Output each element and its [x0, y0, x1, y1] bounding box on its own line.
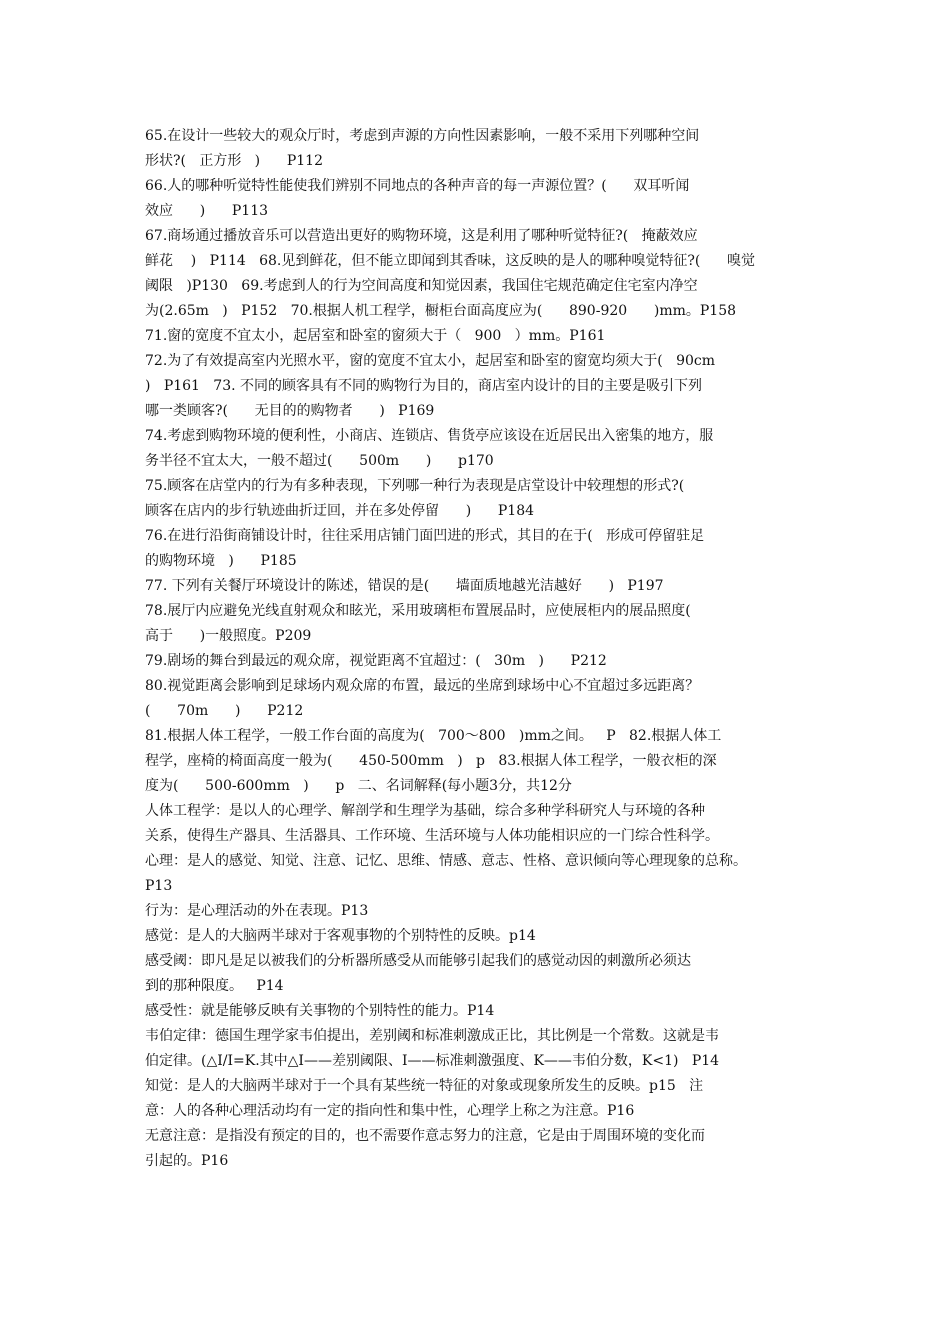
text-line: 阈限 )P130 69.考虑到人的行为空间高度和知觉因素，我国住宅规范确定住宅室内净空 — [145, 278, 698, 294]
text-line: ( 70m ) P212 — [145, 703, 304, 719]
text-line: 高于 )一般照度。P209 — [145, 628, 312, 644]
text-line: 80.视觉距离会影响到足球场内观众席的布置，最远的坐席到球场中心不宜超过多远距离？ — [145, 678, 700, 694]
text-line: 务半径不宜太大，一般不超过( 500m ) p170 — [145, 453, 494, 469]
text-line: 感受阈：即凡是足以被我们的分析器所感受从而能够引起我们的感觉动因的刺激所必须达 — [145, 953, 691, 969]
document-body — [145, 124, 825, 1174]
text-line: 感觉：是人的大脑两半球对于客观事物的个别特性的反映。p14 — [145, 928, 536, 944]
text-line: 程学，座椅的椅面高度一般为( 450-500mm ) p 83.根据人体工程学，一般衣柜的深 — [145, 753, 717, 769]
text-line: 度为( 500-600mm ) p 二、名词解释(每小题3分，共12分 — [145, 778, 572, 794]
text-line: 67.商场通过播放音乐可以营造出更好的购物环境，这是利用了哪种听觉特征?( 掩蔽效应 — [145, 228, 698, 244]
text-line: 顾客在店内的步行轨迹曲折迂回，并在多处停留 ) P184 — [145, 503, 535, 519]
text-line: 79.剧场的舞台到最远的观众席，视觉距离不宜超过：( 30m ) P212 — [145, 653, 607, 669]
text-line: 81.根据人体工程学，一般工作台面的高度为( 700～800 )mm之间。 P 82.根据人体工 — [145, 728, 722, 744]
text-line: 75.顾客在店堂内的行为有多种表现，下列哪一种行为表现是店堂设计中较理想的形式?( — [145, 478, 685, 494]
text-line: 77. 下列有关餐厅环境设计的陈述，错误的是( 墙面质地越光洁越好 ) P197 — [145, 578, 664, 594]
text-line: 知觉：是人的大脑两半球对于一个具有某些统一特征的对象或现象所发生的反映。p15 注 — [145, 1078, 704, 1094]
text-line: 行为：是心理活动的外在表现。P13 — [145, 903, 369, 919]
text-line: 的购物环境 ) P185 — [145, 553, 297, 569]
text-line: 意：人的各种心理活动均有一定的指向性和集中性，心理学上称之为注意。P16 — [145, 1103, 635, 1119]
text-line: 66.人的哪种听觉特性能使我们辨别不同地点的各种声音的每一声源位置？( 双耳听闻 — [145, 178, 690, 194]
text-line: 形状?( 正方形 ) P112 — [145, 153, 323, 169]
text-line: P13 — [145, 878, 173, 894]
text-line: 为(2.65m ) P152 70.根据人机工程学，橱柜台面高度应为( 890-920 )mm。P158 — [145, 303, 737, 319]
text-line: 72.为了有效提高室内光照水平，窗的宽度不宜太小，起居室和卧室的窗宽均须大于( 90cm — [145, 353, 716, 369]
text-line: 心理：是人的感觉、知觉、注意、记忆、思维、情感、意志、性格、意识倾向等心理现象的总称。 — [145, 853, 747, 869]
text-line: 到的那种限度。 P14 — [145, 978, 284, 994]
text-line: 人体工程学：是以人的心理学、解剖学和生理学为基础，综合多种学科研究人与环境的各种 — [145, 803, 705, 819]
text-line: 韦伯定律：德国生理学家韦伯提出，差别阈和标准刺激成正比，其比例是一个常数。这就是韦 — [145, 1028, 719, 1044]
text-line: 74.考虑到购物环境的便利性，小商店、连锁店、售货亭应该设在近居民出入密集的地方，服 — [145, 428, 714, 444]
text-line: 效应 ) P113 — [145, 203, 269, 219]
text-line: 无意注意：是指没有预定的目的，也不需要作意志努力的注意，它是由于周围环境的变化而 — [145, 1128, 705, 1144]
text-line: 65.在设计一些较大的观众厅时，考虑到声源的方向性因素影响，一般不采用下列哪种空间 — [145, 128, 700, 144]
text-line: 71.窗的宽度不宜太小，起居室和卧室的窗须大于（ 900 ）mm。P161 — [145, 328, 606, 344]
text-line: 伯定律。(△I/I=K.其中△I——差别阈限、I——标准刺激强度、K——韦伯分数，K<1) P14 — [145, 1053, 720, 1069]
text-line: 76.在进行沿街商铺设计时，往往采用店铺门面凹进的形式，其目的在于( 形成可停留驻足 — [145, 528, 705, 544]
text-line: 78.展厅内应避免光线直射观众和眩光，采用玻璃柜布置展品时，应使展柜内的展品照度( — [145, 603, 691, 619]
text-line: 哪一类顾客?( 无目的的购物者 ) P169 — [145, 403, 435, 419]
text-line: 感受性：就是能够反映有关事物的个别特性的能力。P14 — [145, 1003, 495, 1019]
text-line: 鲜花 ) P114 68.见到鲜花，但不能立即闻到其香味，这反映的是人的哪种嗅觉特征?( 嗅觉 — [145, 253, 756, 269]
text-line: 引起的。P16 — [145, 1153, 229, 1169]
text-line: 关系，使得生产器具、生活器具、工作环境、生活环境与人体功能相识应的一门综合性科学。 — [145, 828, 719, 844]
text-line: ) P161 73. 不同的顾客具有不同的购物行为目的，商店室内设计的目的主要是吸引下列 — [145, 378, 703, 394]
